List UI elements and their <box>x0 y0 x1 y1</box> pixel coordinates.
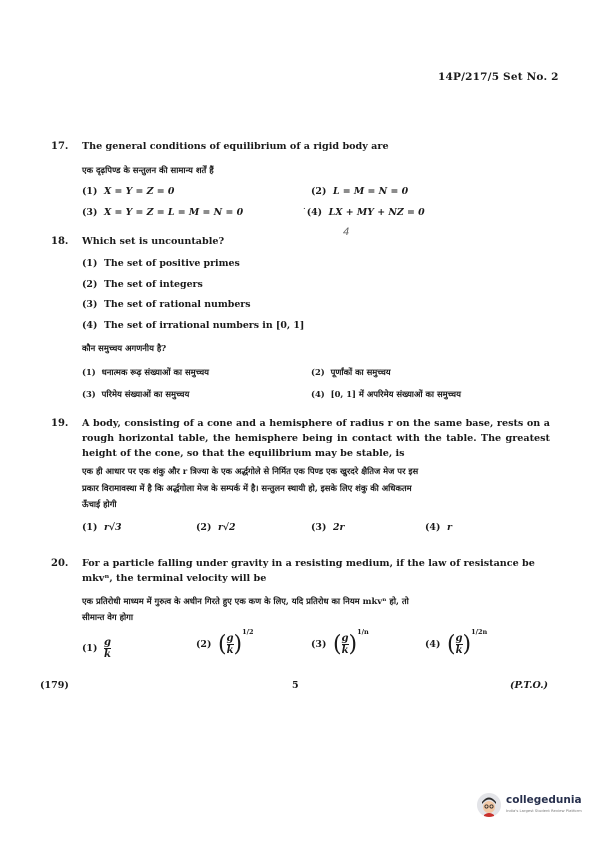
option-4-en <box>82 320 304 331</box>
question-text-hi-line-3: ऊँचाई होगी <box>82 499 117 509</box>
option-label: (4) <box>425 522 441 533</box>
option-label: (3) <box>82 389 96 399</box>
option-label: (3) <box>82 299 98 310</box>
mascot-icon <box>477 793 501 817</box>
pto-label: (P.T.O.) <box>510 680 549 691</box>
denominator: k <box>455 645 463 656</box>
numerator: g <box>103 637 111 648</box>
option-label: (4) <box>306 207 323 218</box>
option-label: (4) <box>425 639 441 650</box>
option-text: L = M = N = 0 <box>332 186 409 197</box>
option-text: The set of rational numbers <box>103 299 251 310</box>
option-2: (2) ( $\frac{g}{k}$ )$^{1/2}$ <box>196 628 254 657</box>
option-text: r <box>446 522 452 533</box>
option-2 <box>311 186 408 197</box>
option-label: (3) <box>311 639 327 650</box>
option-text: पूर्णांकों का समुच्चय <box>330 367 391 377</box>
option-text: X = Y = Z = 0 <box>103 186 175 197</box>
question-number: 17. <box>51 141 69 152</box>
option-label: (4) <box>82 320 98 331</box>
option-3-hi <box>82 387 189 401</box>
option-label: (4) <box>311 389 325 399</box>
exponent: 1/2 <box>242 628 254 636</box>
question-text-en-line-2: mkvⁿ, the terminal velocity will be <box>82 573 267 584</box>
option-label: (1) <box>82 367 96 377</box>
option-text: धनात्मक रूढ़ संख्याओं का समुच्चय <box>101 367 210 377</box>
option-label: (2) <box>311 367 325 377</box>
denominator: k <box>341 645 349 656</box>
option-1 <box>82 637 111 660</box>
question-text-hi-line-2: प्रकार विरामावस्था में है कि अर्द्धगोला मेज के सम्पर्क में है। सन्तुलन स्थायी हो, इसके लिए शंकु की अधिकतम <box>82 483 412 493</box>
handwritten-mark: 4 <box>343 226 350 238</box>
option-4: (4) ( $\frac{g}{k}$ )$^{1/2n}$ <box>425 628 488 657</box>
option-label: (1) <box>82 186 98 197</box>
option-1-en <box>82 258 240 269</box>
option-2-en <box>82 279 203 290</box>
option-text: The set of irrational numbers in [0, 1] <box>103 320 305 331</box>
option-3 <box>82 207 243 218</box>
option-3-en <box>82 299 251 310</box>
brand-name: collegedunia <box>506 794 582 806</box>
question-text-en: The general conditions of equilibrium of a rigid body are <box>82 141 389 152</box>
question-text-hi-line-1: एक प्रतिरोधी माध्यम में गुरुत्व के अधीन गिरते हुए एक कण के लिए, यदि प्रतिरोध का नियम mkvⁿ हो, तो <box>82 596 409 606</box>
denominator: k <box>103 649 111 660</box>
numerator: g <box>341 633 349 644</box>
paper-code: 14P/217/5 Set No. 2 <box>438 71 559 83</box>
option-label: (2) <box>196 522 212 533</box>
option-label: (2) <box>196 639 212 650</box>
fraction <box>104 637 111 660</box>
option-label: (1) <box>82 258 98 269</box>
question-text-hi-line-1: एक ही आधार पर एक शंकु और r त्रिज्या के एक अर्द्धगोले से निर्मित एक पिण्ड एक खुरदरे क्षैतिज मेज पर इस <box>82 466 419 476</box>
option-text: The set of integers <box>103 279 203 290</box>
option-text: परिमेय संख्याओं का समुच्चय <box>101 389 190 399</box>
option-1 <box>82 522 122 533</box>
option-text: r√2 <box>217 522 236 533</box>
option-3: (3) ( $\frac{g}{k}$ )$^{1/n}$ <box>311 628 369 657</box>
option-2 <box>196 522 236 533</box>
option-label: (2) <box>82 279 98 290</box>
option-2-hi <box>311 365 391 379</box>
option-text: [0, 1] में अपरिमेय संख्याओं का समुच्चय <box>330 389 461 399</box>
question-text-en: A body, consisting of a cone and a hemisphere of radius r on the same base, rests on a rough horizontal table, the hemisphere being in contact with the table. The greatest height of the cone, so that the equilibrium may be stable, is <box>82 418 550 459</box>
brand-tagline: India's Largest Student Review Platform <box>506 808 582 813</box>
option-text: 2r <box>332 522 345 533</box>
page-number: 5 <box>292 680 299 691</box>
option-4 <box>425 522 452 533</box>
question-text-en-line-1: For a particle falling under gravity in a resisting medium, if the law of resistance be <box>82 558 535 569</box>
exponent: 1/2n <box>471 628 488 636</box>
option-text: LX + MY + NZ = 0 <box>328 207 425 218</box>
fraction <box>456 633 463 656</box>
option-label: (1) <box>82 643 98 654</box>
fraction <box>342 633 349 656</box>
numerator: g <box>455 633 463 644</box>
option-4-hi <box>311 387 461 401</box>
option-text: The set of positive primes <box>103 258 240 269</box>
question-text-hi: कौन समुच्चय अगणनीय है? <box>82 343 167 353</box>
option-label: (3) <box>311 522 327 533</box>
option-label: (3) <box>82 207 98 218</box>
option-4: ˙(4) LX + MY + NZ = 0 <box>302 207 425 218</box>
option-3 <box>311 522 344 533</box>
collegedunia-logo <box>477 789 589 823</box>
option-text: r√3 <box>103 522 122 533</box>
question-number: 19. <box>51 418 69 429</box>
fraction <box>227 633 234 656</box>
question-number: 18. <box>51 236 69 247</box>
question-text-hi: एक दृढ़पिण्ड के सन्तुलन की सामान्य शर्तें हैं <box>82 165 214 175</box>
question-text-en: Which set is uncountable? <box>82 236 225 247</box>
question-text-hi-line-2: सीमान्त वेग होगा <box>82 612 134 622</box>
option-1 <box>82 186 174 197</box>
option-1-hi <box>82 365 209 379</box>
option-text: X = Y = Z = L = M = N = 0 <box>103 207 244 218</box>
option-label: (2) <box>311 186 327 197</box>
footer-code: (179) <box>40 680 69 691</box>
option-label: (1) <box>82 522 98 533</box>
numerator: g <box>226 633 234 644</box>
question-number: 20. <box>51 558 69 569</box>
denominator: k <box>226 645 234 656</box>
exponent: 1/n <box>357 628 369 636</box>
